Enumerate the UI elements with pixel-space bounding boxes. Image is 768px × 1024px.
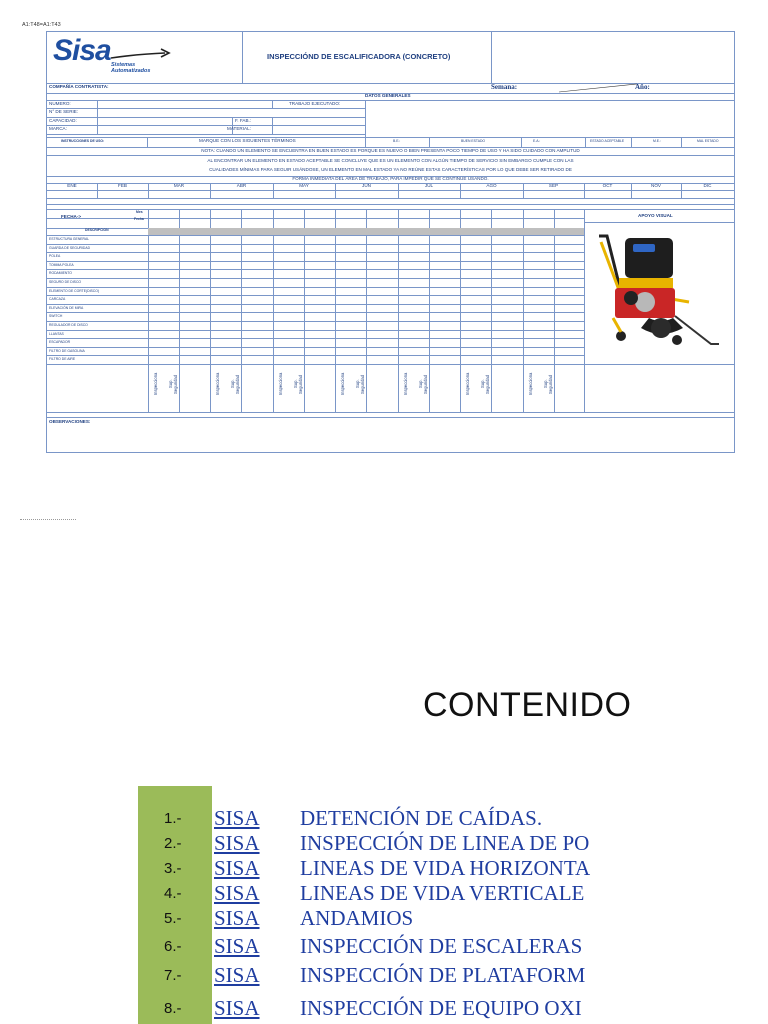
date-label: FECHA->: [61, 214, 82, 219]
inspection-item-label: ESTRUCTURA GENERAL: [49, 237, 90, 241]
month-jul: JUL: [424, 183, 434, 188]
toc-number: 3.-: [164, 860, 182, 877]
toc-item-title: INSPECCIÓN DE ESCALERAS: [300, 934, 583, 958]
description-header: DESCRIPCION: [85, 228, 109, 232]
toc-link[interactable]: SISA: [214, 963, 260, 987]
toc-item-title: INSPECCIÓN DE LINEA DE PO: [300, 831, 590, 855]
toc-number: 8.-: [164, 1000, 182, 1017]
brand-label: MARCA:: [49, 126, 67, 131]
toc-link[interactable]: SISA: [214, 831, 260, 855]
legend-code-bad: M.E.:: [653, 139, 661, 143]
note-line-2: AL ENCONTRAR UN ELEMENTO EN ESTADO ACEPTABLE SE CONCLUYE QUE ES UN ELEMENTO CON ALGÚN TIEMPO DE SERVICIO SIN EMBARGO CUMPLE CON LAS: [207, 158, 574, 163]
toc-number: 1.-: [164, 810, 182, 827]
toc-number: 4.-: [164, 885, 182, 902]
observations-label: OBSERVACIONES:: [49, 419, 91, 424]
safety-supervisor-sign-label: Sup. Seguridad: [543, 374, 553, 394]
safety-supervisor-sign-label: Sup. Seguridad: [230, 374, 240, 394]
inspector-sign-label: Inspecciona: [403, 372, 408, 396]
safety-supervisor-sign-label: Sup. Seguridad: [293, 374, 303, 394]
instructions-label: INSTRUCCIONES DE USO:: [61, 139, 105, 143]
material-label: MATERIAL:: [227, 126, 251, 131]
legend-code-good: B.E.:: [393, 139, 401, 143]
toc-link[interactable]: SISA: [214, 881, 260, 905]
month-ago: AGO: [486, 183, 497, 188]
work-done-label: TRABAJO EJECUTADO:: [289, 101, 341, 106]
sisa-logo: Sisa Sistemas Automatizados: [49, 34, 171, 78]
toc-item-title: LINEAS DE VIDA HORIZONTA: [300, 856, 591, 880]
serial-label: N° DE SERIE:: [49, 109, 79, 114]
number-label: NUMERO:: [49, 101, 71, 106]
inspection-item-label: CARCAZA: [49, 297, 66, 302]
toc-link[interactable]: SISA: [214, 806, 260, 830]
inspection-item-label: FILTRO DE AIRE: [49, 357, 76, 362]
safety-supervisor-sign-label: Sup. Seguridad: [480, 374, 490, 394]
legend-text-good: BUEN ESTADO: [461, 139, 486, 143]
safety-supervisor-sign-label: Sup. Seguridad: [418, 374, 428, 394]
inspector-sign-label: Inspecciona: [215, 372, 220, 396]
toc-number: 5.-: [164, 910, 182, 927]
month-sep: SEP: [548, 183, 559, 188]
inspection-item-label: SEGURO DE DISCO: [49, 280, 82, 284]
safety-supervisor-sign-label: Sup. Seguridad: [168, 374, 178, 394]
toc-item-title: INSPECCIÓN DE EQUIPO OXI: [300, 996, 582, 1020]
inspector-sign-label: Inspecciona: [153, 372, 158, 396]
year-label: Año:: [635, 83, 650, 91]
inspection-item-label: LLANTAS: [49, 331, 64, 336]
inspection-item-label: FILTRO DE GASOLINA: [49, 348, 85, 353]
visual-support-label: APOYO VISUAL: [638, 213, 673, 218]
week-label: Semana:: [491, 83, 518, 91]
month-dic: DIC: [703, 183, 712, 188]
cell-range-ref: A1:T48=A1:T43: [22, 22, 61, 28]
company-label: COMPAÑÍA CONTRATISTA:: [49, 84, 109, 89]
toc-number: 7.-: [164, 967, 182, 984]
inspection-item-label: SWITCH: [49, 314, 63, 319]
inspection-item-label: POLEA: [49, 254, 61, 259]
safety-supervisor-sign-label: Sup. Seguridad: [355, 374, 365, 394]
inspection-item-label: ELEVACIÓN DE MIRA: [49, 305, 84, 310]
month-jun: JUN: [362, 183, 371, 188]
month-may: MAY: [299, 183, 309, 188]
inspection-item-label: TOMMA POLEA: [49, 262, 74, 267]
note-line-4: FORMA INMEDIATA DEL ÁREA DE TRABAJO, PARA IMPEDIR QUE SE CONTINUE USANDO.: [292, 176, 489, 181]
month-mar: MAR: [173, 183, 185, 188]
section-general-data: DATOS GENERALES: [365, 93, 411, 98]
capacity-label: CAPACIDAD:: [49, 118, 77, 123]
inspection-item-label: ELEMENTO DE CORTE(DISCO): [49, 288, 99, 293]
month-label: Mes: [136, 210, 143, 214]
legend-text-bad: MAL ESTADO: [697, 139, 719, 143]
inspector-sign-label: Inspecciona: [340, 372, 345, 396]
month-abr: ABR: [236, 183, 247, 188]
inspection-item-label: RODAMIENTO: [49, 271, 72, 276]
toc-item-title: INSPECCIÓN DE PLATAFORM: [300, 963, 586, 987]
note-line-3: CUALIDADES MÍNIMAS PARA SEGUIR USÁNDOSE, UN ELEMENTO EN MAL ESTADO YA NO REÚNE ESTAS CARACTERÍSTICAS POR LO QUE DEBE SER RETIRADO DE: [209, 167, 572, 172]
inspection-item-label: GUARDA DE SEGURIDAD: [49, 245, 91, 250]
toc-item-title: ANDAMIOS: [300, 906, 414, 930]
inspector-sign-label: Inspecciona: [528, 372, 533, 396]
month-nov: NOV: [651, 183, 661, 188]
toc-number: 2.-: [164, 835, 182, 852]
toc-link[interactable]: SISA: [214, 934, 260, 958]
toc-link[interactable]: SISA: [214, 996, 260, 1020]
month-ene: ENE: [67, 183, 77, 188]
legend-code-acceptable: E.A.:: [533, 139, 541, 143]
month-oct: OCT: [602, 183, 613, 188]
legend-text-acceptable: ESTADO ACEPTABLE: [590, 139, 625, 143]
inspector-sign-label: Inspecciona: [278, 372, 283, 396]
manufacture-date-label: F. FAB.:: [235, 118, 252, 123]
mark-terms-label: MARQUE CON LOS SIGUIENTES TÉRMINOS: [199, 138, 296, 143]
note-line-1: NOTA: CUANDO UN ELEMENTO SE ENCUENTRA EN BUEN ESTADO ES PORQUE ES NUEVO O BIEN PRESENTA POCO TIEMPO DE USO Y HA SIDO CUIDADO CON AMPLITUD: [201, 148, 580, 153]
month-feb: FEB: [118, 183, 127, 188]
toc-link[interactable]: SISA: [214, 856, 260, 880]
inspection-item-label: REGULADOR DE DISCO: [49, 323, 88, 327]
form-title: INSPECCIÓND DE ESCALIFICADORA (CONCRETO): [267, 52, 451, 61]
date-small-label: Fecha: [134, 217, 144, 221]
inspection-item-label: ESCAPADOR: [49, 340, 71, 345]
toc-number: 6.-: [164, 938, 182, 955]
toc-item-title: LINEAS DE VIDA VERTICALE: [300, 881, 585, 905]
toc-link[interactable]: SISA: [214, 906, 260, 930]
toc-item-title: DETENCIÓN DE CAÍDAS.: [300, 806, 543, 830]
contents-title: CONTENIDO: [423, 686, 632, 724]
inspector-sign-label: Inspecciona: [465, 372, 470, 396]
